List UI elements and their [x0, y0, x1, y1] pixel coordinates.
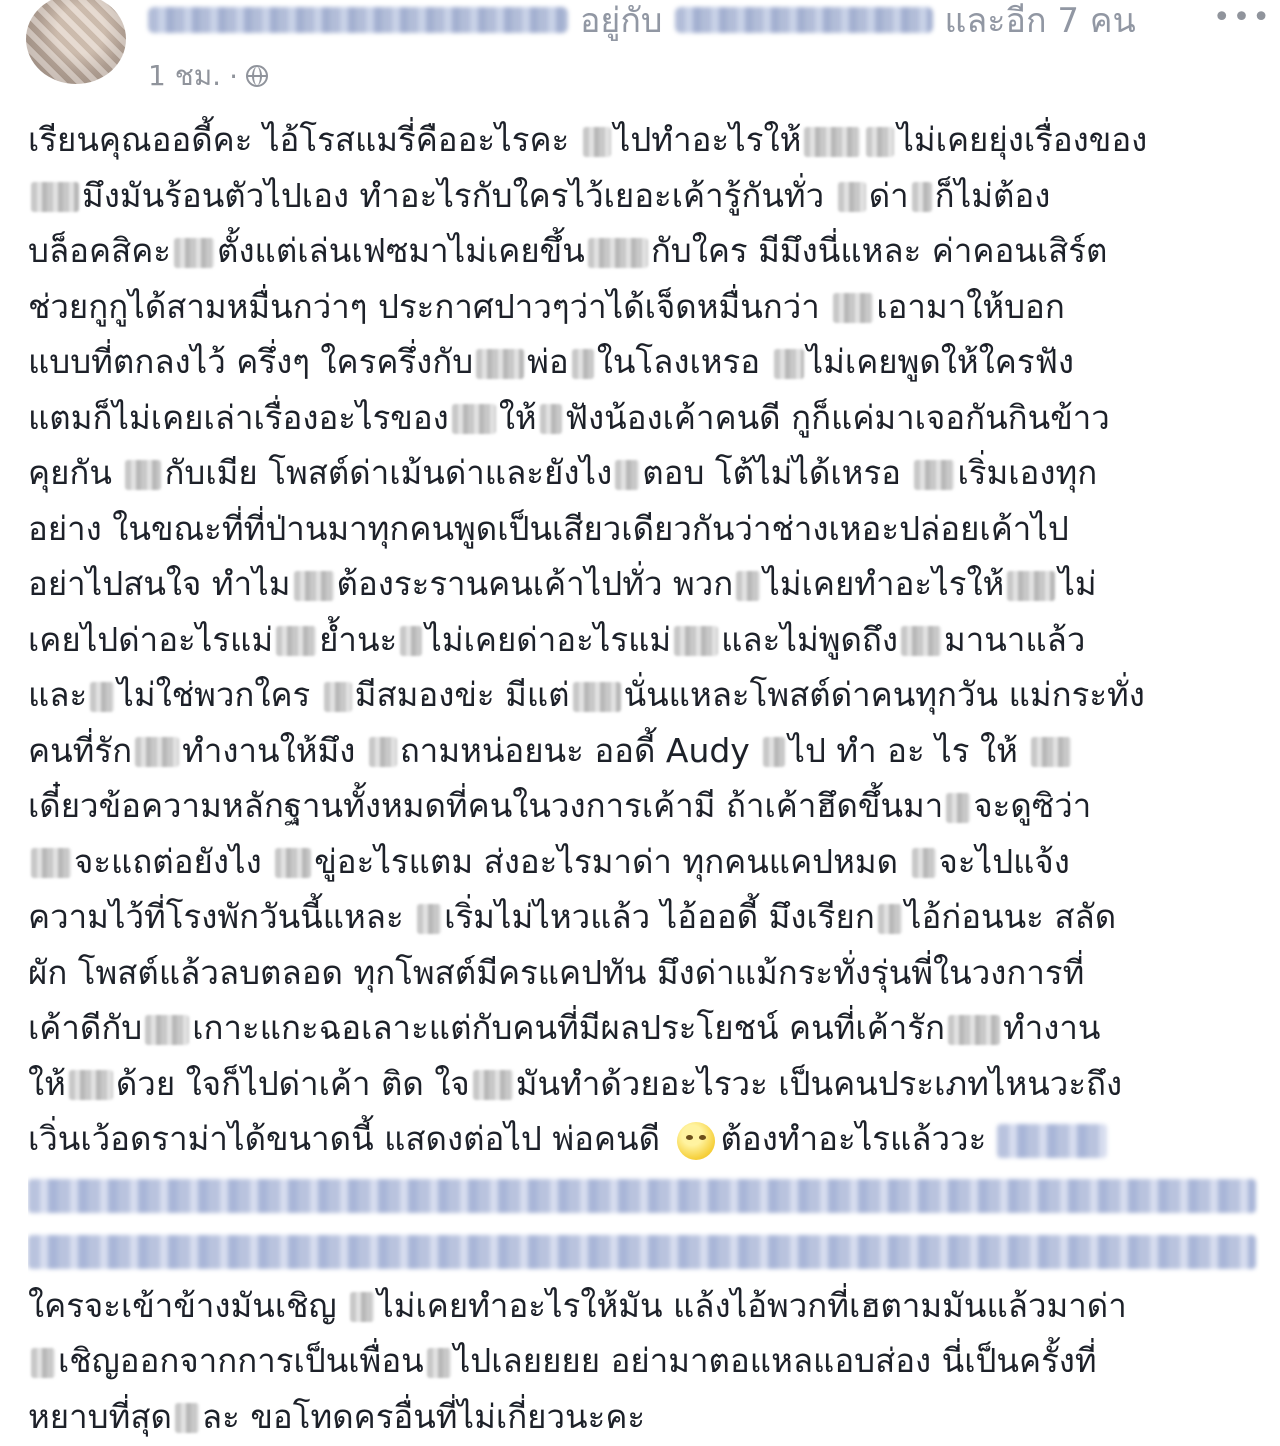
post-text: มีสมองข่ะ มีแต่	[354, 675, 570, 714]
post-line	[28, 1278, 1260, 1334]
redacted-word	[838, 182, 866, 212]
eye-roll-emoji-icon	[677, 1122, 715, 1160]
post-text: ไปทำอะไรให้	[613, 120, 802, 159]
redacted-word	[583, 127, 611, 157]
redacted-word	[914, 460, 954, 490]
post-text: ไปเลยยยย อย่ามาตอแหลแอบส่อง นี่เป็นครั้งที่	[453, 1341, 1097, 1380]
time-text: 1 ชม.	[148, 59, 222, 92]
more-options-icon[interactable]: •••	[1212, 0, 1272, 35]
post-text: เริ่มไม่ไหวแล้ว ไอ้ออดี้ มึงเรียก	[444, 897, 875, 936]
post-text: คนที่รัก	[28, 730, 133, 770]
post-text: ตอบ โต้ไม่ได้เหรอ	[642, 453, 912, 492]
post-text: มึงมันร้อนตัวไปเอง ทำอะไรกับใครไว้เยอะเค้ารู้กันทั่ว	[82, 175, 835, 215]
post-timestamp[interactable]	[148, 54, 268, 98]
post-line	[28, 501, 1260, 557]
redacted-word	[175, 1403, 199, 1433]
post-text: ผัก โพสต์แล้วลบตลอด ทุกโพสต์มีครแคปทัน มึงด่าแม้กระทั่งรุ่นพี่ในวงการที่	[28, 952, 1085, 992]
redacted-word	[417, 904, 441, 934]
post-text: จะไปแจ้ง	[938, 841, 1070, 881]
post-text: พ่อ	[527, 342, 569, 381]
post-text: มานาแล้ว	[943, 619, 1086, 659]
post-text: ต้องทำอะไรแล้ววะ	[720, 1119, 997, 1158]
post-line	[28, 1167, 1260, 1223]
post-text: เชิญออกจากการเป็นเพื่อน	[58, 1341, 424, 1380]
tagged-friends-redacted[interactable]	[28, 1179, 1256, 1213]
post-text: จะแถต่อยังไง	[74, 841, 273, 881]
post-text: เค้าดีกับ	[28, 1008, 143, 1047]
redacted-word	[774, 349, 804, 379]
redacted-word	[174, 238, 214, 268]
post-text: ไม่เคยด่าอะไรแม่	[425, 619, 672, 659]
post-text: ไม่	[1058, 564, 1097, 603]
post-text: ใครจะเข้าข้างมันเชิญ	[28, 1285, 348, 1325]
redacted-word	[125, 460, 161, 490]
redacted-word	[31, 182, 79, 212]
redacted-word	[615, 460, 639, 490]
post-text: เรียนคุณออดี้คะ ไอ้โรสแมรี่คืออะไรคะ	[28, 120, 580, 159]
redacted-word	[275, 848, 311, 878]
redacted-word	[804, 127, 860, 157]
post-text: แบบที่ตกลงไว้ ครึ่งๆ ใครครึ่งกับ	[28, 342, 474, 381]
and-more-label[interactable]	[945, 0, 1136, 47]
post-text: ด่า	[868, 175, 909, 215]
post-text: กับใคร มีมึงนี่แหละ ค่าคอนเสิร์ต	[650, 231, 1108, 270]
redacted-word	[69, 1070, 113, 1100]
redacted-word	[912, 182, 932, 212]
avatar[interactable]	[26, 0, 126, 84]
redacted-word	[948, 1015, 1000, 1045]
redacted-word	[31, 848, 71, 878]
post-text: แตมก็ไม่เคยเล่าเรื่องอะไรของ	[28, 397, 449, 437]
post-line	[28, 279, 1260, 335]
redacted-word	[400, 626, 422, 656]
post-text: อย่าไปสนใจ ทำไม	[28, 564, 291, 603]
redacted-word	[588, 238, 648, 268]
post-line	[28, 223, 1260, 279]
post-line	[28, 778, 1260, 834]
post-text: เวิ่นเว้อดราม่าได้ขนาดนี้ แสดงต่อไป พ่อคนดี	[28, 1119, 671, 1158]
post-text: ไม่เคยทำอะไรให้มัน แล้งไอ้พวกที่เฮตามมันแล้วมาด่า	[377, 1285, 1127, 1325]
redacted-word	[135, 737, 179, 767]
post-line	[28, 723, 1260, 779]
post-text: เกาะแกะฉอเลาะแต่กับคนที่มีผลประโยชน์ คนที่เค้ารัก	[192, 1008, 945, 1047]
post-text: ด้วย ใจก็ไปด่าเค้า ติด ใจ	[115, 1063, 470, 1103]
post-line	[28, 112, 1260, 168]
redacted-word	[90, 682, 114, 712]
post-text: เดี๋ยวข้อความหลักฐานทั้งหมดที่คนในวงการเค้ามี ถ้าเค้าฮึดขึ้นมา	[28, 786, 944, 825]
redacted-word	[674, 626, 718, 656]
redacted-word	[866, 127, 894, 157]
and-more-text: และอีก 7 คน	[944, 1, 1136, 41]
redacted-word	[427, 1348, 451, 1378]
redacted-word	[1007, 571, 1055, 601]
post-text: ไม่ใช่พวกใคร	[117, 675, 321, 714]
post-text: ไม่เคยทำอะไรให้	[763, 564, 1005, 603]
redacted-word	[324, 682, 352, 712]
post-text: ความไว้ที่โรงพักวันนี้แหละ	[28, 897, 415, 936]
redacted-word	[369, 737, 397, 767]
post-text: ไม่เคยยุ่งเรื่องของ	[897, 120, 1148, 159]
post-line	[28, 945, 1260, 1001]
post-text: นั่นแหละโพสต์ด่าคนทุกวัน แม่กระทั่ง	[623, 675, 1145, 714]
post-text: ย้ำนะ	[319, 619, 398, 659]
post-line	[28, 834, 1260, 890]
redacted-word	[573, 682, 621, 712]
with-label: อยู่กับ	[580, 1, 663, 41]
post-text: ถามหน่อยนะ ออดี้ Audy	[399, 730, 761, 770]
post-text: บล็อคสิคะ	[28, 231, 172, 270]
tagged-friends-redacted[interactable]	[28, 1235, 1256, 1269]
post-line	[28, 1000, 1260, 1056]
redacted-word	[833, 293, 873, 323]
post-text: หยาบที่สุด	[28, 1396, 172, 1436]
post-line	[28, 168, 1260, 224]
redacted-word	[350, 1292, 374, 1322]
author-name-redacted[interactable]	[148, 7, 568, 33]
tagged-friends-redacted[interactable]	[997, 1124, 1107, 1158]
post-line	[28, 1333, 1260, 1389]
post-text: ให้	[498, 397, 537, 437]
redacted-word	[540, 404, 562, 434]
post-text: คุยกัน	[28, 453, 123, 492]
post-text: และไม่พูดถึง	[721, 619, 898, 659]
post-line	[28, 556, 1260, 612]
post-line	[28, 889, 1260, 945]
post-text: ขู่อะไรแตม ส่งอะไรมาด่า ทุกคนแคปหมด	[314, 841, 909, 881]
post-text: ให้	[28, 1063, 66, 1103]
post-line	[28, 612, 1260, 668]
post-title-line	[148, 0, 1136, 44]
globe-icon	[246, 65, 268, 87]
post-text: อย่าง ในขณะที่ที่ป่านมาทุกคนพูดเป็นเสียวเดียวกันว่าช่างเหอะปล่อยเค้าไป	[28, 508, 1069, 548]
redacted-word	[473, 1070, 513, 1100]
post-header	[0, 0, 1280, 100]
post-text: ไอ้ก่อนนะ สลัด	[904, 897, 1117, 936]
post-text: ฟังน้องเค้าคนดี กูก็แค่มาเจอกันกินข้าว	[564, 397, 1110, 437]
post-text: มันทำด้วยอะไรวะ เป็นคนประเภทไหนวะถึง	[515, 1063, 1123, 1103]
redacted-word	[763, 737, 785, 767]
redacted-word	[946, 793, 970, 823]
redacted-word	[572, 349, 594, 379]
redacted-word	[294, 571, 334, 601]
post-text: ละ ขอโทดครอื่นที่ไม่เกี่ยวนะคะ	[201, 1396, 646, 1436]
post-text: กับเมีย โพสต์ด่าเม้นด่าและยังไง	[164, 453, 613, 492]
post-line	[28, 390, 1260, 446]
redacted-word	[878, 904, 902, 934]
post-text: ต้องระรานคนเค้าไปทั่ว พวก	[336, 564, 734, 603]
post-line	[28, 1222, 1260, 1278]
post-text: ก็ไม่ต้อง	[934, 175, 1051, 215]
redacted-word	[736, 571, 760, 601]
post-line	[28, 1056, 1260, 1112]
redacted-word	[1031, 737, 1071, 767]
post-text: ในโลงเหรอ	[596, 342, 771, 381]
post-line	[28, 334, 1260, 390]
post-text: ไม่เคยพูดให้ใครฟัง	[806, 342, 1075, 381]
post-line	[28, 1111, 1260, 1167]
tagged-name-redacted[interactable]	[675, 7, 933, 33]
post-line	[28, 1389, 1260, 1445]
post-text: ตั้งแต่เล่นเฟซมาไม่เคยขึ้น	[217, 231, 585, 270]
post-body	[28, 112, 1260, 1444]
redacted-word	[276, 626, 316, 656]
post-text: เอามาให้บอก	[876, 286, 1065, 326]
post-text: และ	[28, 675, 88, 714]
separator-dot: ·	[229, 59, 238, 93]
redacted-word	[476, 349, 524, 379]
post-text: ทำงานให้มึง	[182, 730, 366, 770]
post-line	[28, 667, 1260, 723]
post-text: ทำงาน	[1003, 1008, 1101, 1047]
post-text: จะดูซิว่า	[973, 786, 1092, 825]
post-line	[28, 445, 1260, 501]
post-text: ช่วยกูกูได้สามหมื่นกว่าๆ ประกาศปาวๆว่าได้เจ็ดหมื่นกว่า	[28, 286, 831, 326]
post-text: เริ่มเองทุก	[957, 453, 1098, 492]
redacted-word	[901, 626, 941, 656]
redacted-word	[452, 404, 496, 434]
redacted-word	[145, 1015, 189, 1045]
post-text: ไป ทำ อะ ไร ให้	[788, 730, 1029, 770]
post-text: เคยไปด่าอะไรแม่	[28, 619, 274, 659]
redacted-word	[31, 1348, 55, 1378]
redacted-word	[912, 848, 936, 878]
